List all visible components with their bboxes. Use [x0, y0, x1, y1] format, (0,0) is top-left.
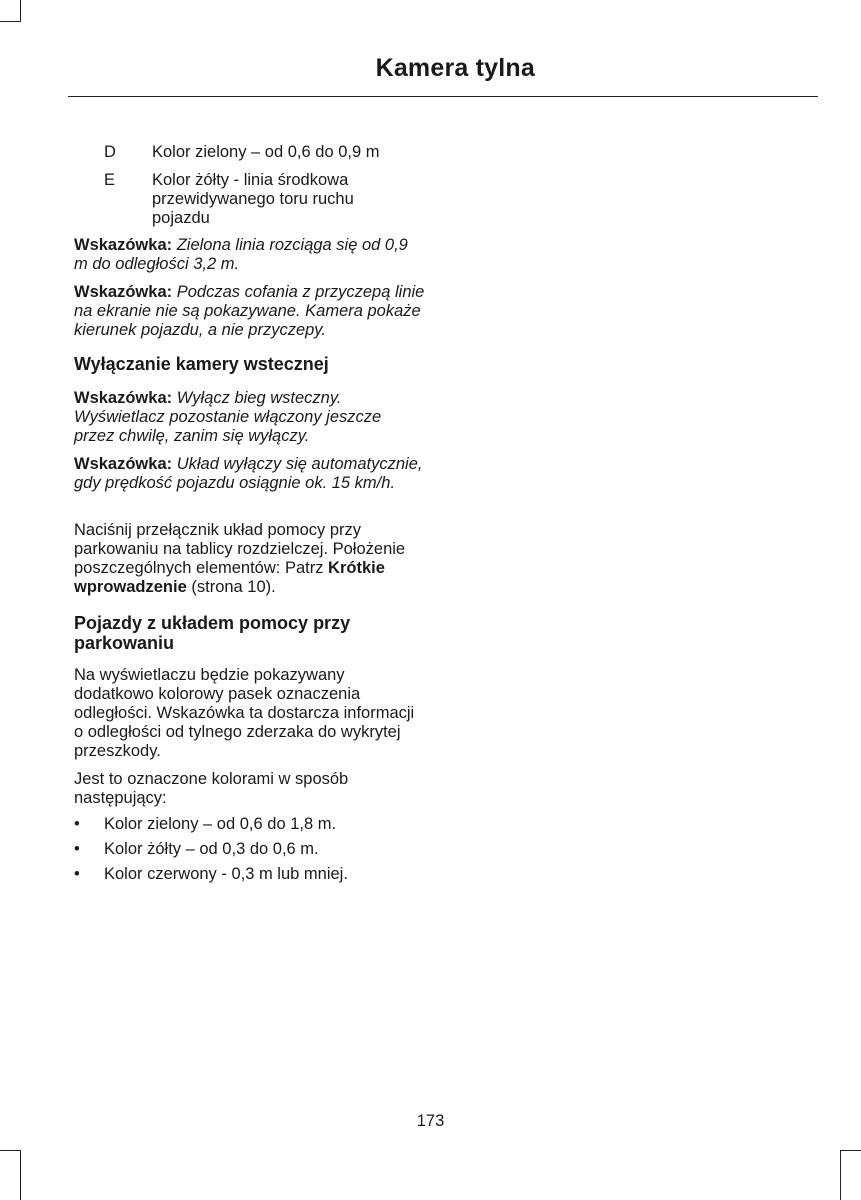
note: [74, 283, 426, 340]
note-text: Zielona linia rozciąga się od 0,9 m do odległości 3,2 m.: [74, 236, 408, 273]
crop-mark-bottom-left-vertical: [20, 1150, 21, 1200]
note-label: Wskazówka:: [74, 283, 173, 301]
crop-mark-bottom-right-horizontal: [840, 1150, 861, 1151]
note-text: Układ wyłączy się automatycznie, gdy prędkość pojazdu osiągnie ok. 15 km/h.: [74, 455, 423, 492]
bullet-icon: •: [74, 815, 80, 833]
crop-mark-top-left-vertical: [20, 0, 21, 22]
crop-mark-bottom-left-horizontal: [0, 1150, 21, 1151]
cross-reference-link[interactable]: Krótkie wprowadzenie: [74, 559, 385, 596]
section-heading: Pojazdy z układem pomocy przy parkowaniu: [74, 613, 351, 653]
list-item-text: Kolor żółty – od 0,3 do 0,6 m.: [104, 840, 319, 858]
bullet-icon: •: [74, 865, 80, 883]
note-label: Wskazówka:: [74, 389, 173, 407]
paragraph-text: Naciśnij przełącznik układ pomocy przy parkowaniu na tablicy rozdzielczej. Położenie poszczególnych elementów: Patrz: [74, 521, 406, 577]
body-paragraph: [74, 521, 426, 597]
note-text: Podczas cofania z przyczepą linie na ekranie nie są pokazywane. Kamera pokaże kierunek pojazdu, a nie przyczepy.: [74, 283, 425, 339]
legend-value: Kolor żółty - linia środkowa przewidywanego toru ruchu pojazdu: [152, 171, 354, 227]
note-label: Wskazówka:: [74, 455, 173, 473]
note-label: Wskazówka:: [74, 236, 173, 254]
legend-key: D: [104, 143, 116, 161]
crop-mark-top-left-horizontal: [0, 21, 21, 22]
body-paragraph: Jest to oznaczone kolorami w sposób następujący:: [74, 770, 349, 807]
page-title: Kamera tylna: [375, 54, 535, 82]
legend-value: Kolor zielony – od 0,6 do 0,9 m: [152, 143, 380, 161]
title-divider: [68, 96, 818, 97]
note: [74, 389, 426, 446]
paragraph-text: (strona 10).: [186, 578, 276, 596]
note-text: Wyłącz bieg wsteczny. Wyświetlacz pozostanie włączony jeszcze przez chwilę, zanim się wyłączy.: [74, 389, 382, 445]
legend-key: E: [104, 171, 116, 189]
crop-mark-bottom-right-vertical: [840, 1150, 841, 1200]
body-paragraph: Na wyświetlaczu będzie pokazywany dodatkowo kolorowy pasek oznaczenia odległości. Wskazówka ta dostarcza informacji o odległości od tylnego zderzaka do wykrytej przeszkody.: [74, 666, 415, 760]
list-item-text: Kolor zielony – od 0,6 do 1,8 m.: [104, 815, 337, 833]
page-number: 173: [416, 1112, 445, 1130]
note: [74, 455, 426, 493]
note: [74, 236, 426, 274]
bullet-icon: •: [74, 840, 80, 858]
list-item-text: Kolor czerwony - 0,3 m lub mniej.: [104, 865, 348, 883]
section-heading: Wyłączanie kamery wstecznej: [74, 354, 329, 374]
